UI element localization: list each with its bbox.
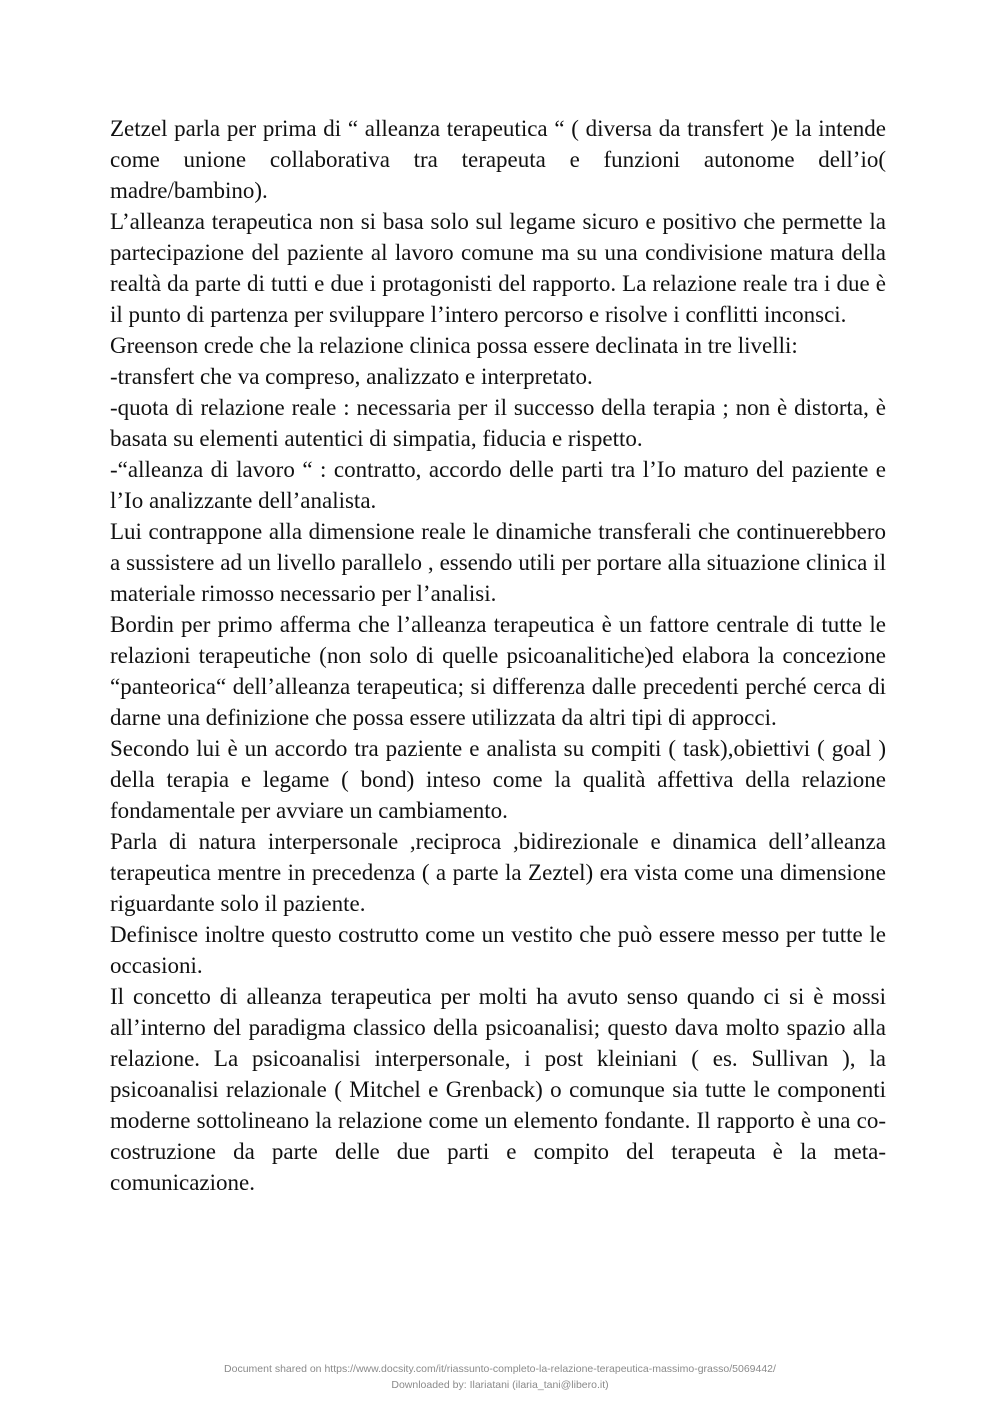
paragraph-level-relazione-reale: -quota di relazione reale : necessaria per il successo della terapia ; non è distorta, è basata su elementi autentici di simpatia, fiducia e rispetto. [110, 395, 886, 451]
document-body [110, 113, 886, 1198]
paragraph-natura-interpersonale: Parla di natura interpersonale ,reciproca ,bidirezionale e dinamica dell’alleanza terapeutica mentre in precedenza ( a parte la Zeztel) era vista come una dimensione riguardante solo il paziente. [110, 829, 886, 916]
paragraph-level-transfert: -transfert che va compreso, analizzato e interpretato. [110, 364, 593, 389]
paragraph-greenson-intro: Greenson crede che la relazione clinica possa essere declinata in tre livelli: [110, 333, 798, 358]
paragraph-accordo: Secondo lui è un accordo tra paziente e analista su compiti ( task),obiettivi ( goal ) della terapia e legame ( bond) inteso come la qualità affettiva della relazione fondamentale per avviare un cambiamento. [110, 736, 886, 823]
paragraph-bordin: Bordin per primo afferma che l’alleanza terapeutica è un fattore centrale di tutte le relazioni terapeutiche (non solo di quelle psicoanalitiche)ed elabora la concezione “panteorica“ dell’alleanza terapeutica; si differenza dalle precedenti perché cerca di darne una definizione che possa essere utilizzata da altri tipi di approcci. [110, 612, 886, 730]
paragraph-concetto-alleanza: Il concetto di alleanza terapeutica per molti ha avuto senso quando ci si è mossi all’interno del paradigma classico della psicoanalisi; questo dava molto spazio alla relazione. La psicoanalisi interpersonale, i post kleiniani ( es. Sullivan ), la psicoanalisi relazionale ( Mitchel e Grenback) o comunque sia tutte le componenti moderne sottolineano la relazione come un elemento fondante. Il rapporto è una co-costruzione da parte delle due parti e compito del terapeuta è la meta-comunicazione. [110, 984, 886, 1195]
paragraph-vestito: Definisce inoltre questo costrutto come un vestito che può essere messo per tutte le occasioni. [110, 922, 886, 978]
paragraph-zetzel: Zetzel parla per prima di “ alleanza terapeutica “ ( diversa da transfert )e la intende come unione collaborativa tra terapeuta e funzioni autonome dell’io( madre/bambino). [110, 116, 886, 203]
footer-downloaded-by: Downloaded by: Ilariatani (ilaria_tani@libero.it) [391, 1379, 609, 1391]
paragraph-level-alleanza-lavoro: -“alleanza di lavoro “ : contratto, accordo delle parti tra l’Io maturo del paziente e l’Io analizzante dell’analista. [110, 457, 886, 513]
paragraph-dinamiche-transferali: Lui contrappone alla dimensione reale le dinamiche transferali che continuerebbero a sussistere ad un livello parallelo , essendo utili per portare alla situazione clinica il materiale rimosso necessario per l’analisi. [110, 519, 886, 606]
paragraph-alleanza-basis: L’alleanza terapeutica non si basa solo sul legame sicuro e positivo che permette la partecipazione del paziente al lavoro comune ma su una condivisione matura della realtà da parte di tutti e due i protagonisti del rapporto. La relazione reale tra i due è il punto di partenza per sviluppare l’intero percorso e risolve i conflitti inconsci. [110, 209, 886, 327]
footer-shared-link: Document shared on https://www.docsity.com/it/riassunto-completo-la-relazione-terapeutica-massimo-grasso/5069442/ [224, 1363, 776, 1375]
